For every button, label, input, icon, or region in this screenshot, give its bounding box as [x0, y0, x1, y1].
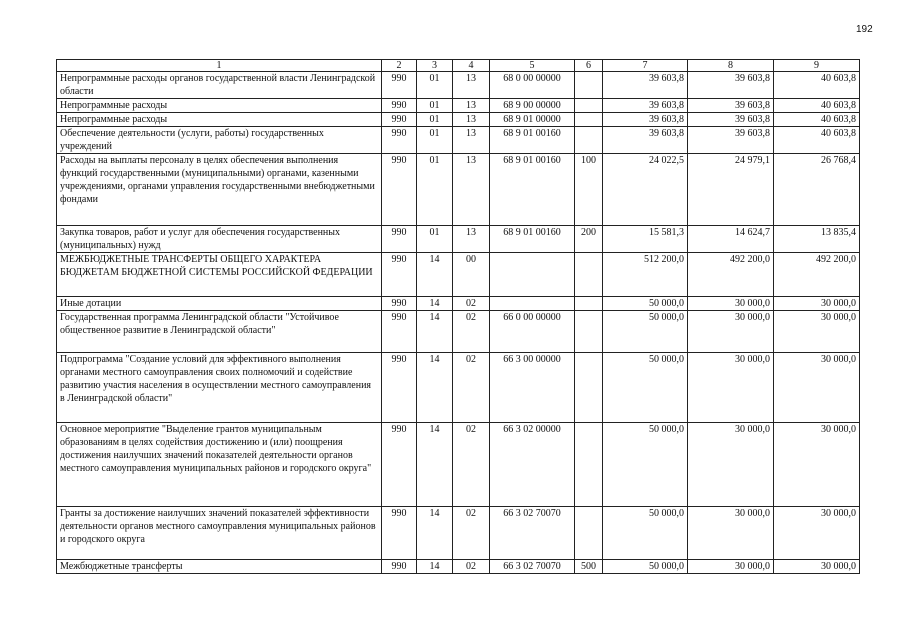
code-section: 14: [417, 423, 453, 507]
header-row: [57, 60, 860, 72]
amount-year1: 39 603,8: [603, 127, 688, 154]
amount-year2: 30 000,0: [688, 423, 774, 507]
code-expense-type: 100: [575, 154, 603, 226]
amount-year1: 50 000,0: [603, 311, 688, 353]
code-admin: 990: [382, 72, 417, 99]
code-subsection: 02: [453, 311, 490, 353]
amount-year1: 39 603,8: [603, 72, 688, 99]
code-expense-type: [575, 99, 603, 113]
code-subsection: 13: [453, 99, 490, 113]
amount-year2: 39 603,8: [688, 99, 774, 113]
code-subsection: 13: [453, 113, 490, 127]
code-expense-type: [575, 297, 603, 311]
table-row: [57, 113, 860, 127]
amount-year2: 14 624,7: [688, 226, 774, 253]
code-target: 68 9 00 00000: [490, 99, 575, 113]
col-header-7: 7: [603, 60, 688, 72]
code-subsection: 02: [453, 297, 490, 311]
item-name: Обеспечение деятельности (услуги, работы) государственных учреждений: [57, 127, 382, 154]
amount-year3: 40 603,8: [774, 99, 860, 113]
amount-year2: 39 603,8: [688, 113, 774, 127]
code-admin: 990: [382, 507, 417, 560]
code-section: 01: [417, 226, 453, 253]
table-row: [57, 311, 860, 353]
item-name: Расходы на выплаты персоналу в целях обеспечения выполнения функций государственными (муниципальными) органами, казенными учреждениями, органами управления государственными внебюджетными фондами: [57, 154, 382, 226]
code-section: 01: [417, 154, 453, 226]
code-admin: 990: [382, 154, 417, 226]
code-subsection: 02: [453, 507, 490, 560]
code-target: 68 9 01 00160: [490, 127, 575, 154]
amount-year1: 50 000,0: [603, 423, 688, 507]
code-subsection: 13: [453, 127, 490, 154]
code-section: 14: [417, 297, 453, 311]
code-admin: 990: [382, 99, 417, 113]
col-header-2: 2: [382, 60, 417, 72]
code-expense-type: [575, 72, 603, 99]
amount-year3: 492 200,0: [774, 253, 860, 297]
amount-year2: 30 000,0: [688, 507, 774, 560]
code-expense-type: [575, 127, 603, 154]
code-target: 66 3 02 00000: [490, 423, 575, 507]
item-name: Основное мероприятие "Выделение грантов муниципальным образованиям в целях содействия достижению и (или) поощрения достижения наилучших значений показателей деятельности органов местного самоуправления муниципальных районов и городского округа": [57, 423, 382, 507]
col-header-6: 6: [575, 60, 603, 72]
table-row: [57, 353, 860, 423]
page-number: 192: [856, 24, 873, 35]
item-name: Межбюджетные трансферты: [57, 560, 382, 574]
amount-year3: 40 603,8: [774, 127, 860, 154]
code-target: 66 3 00 00000: [490, 353, 575, 423]
col-header-8: 8: [688, 60, 774, 72]
amount-year1: 50 000,0: [603, 297, 688, 311]
code-section: 14: [417, 253, 453, 297]
amount-year3: 30 000,0: [774, 311, 860, 353]
amount-year1: 39 603,8: [603, 99, 688, 113]
amount-year3: 30 000,0: [774, 507, 860, 560]
code-section: 14: [417, 353, 453, 423]
col-header-5: 5: [490, 60, 575, 72]
table-row: [57, 560, 860, 574]
amount-year3: 13 835,4: [774, 226, 860, 253]
code-admin: 990: [382, 423, 417, 507]
budget-table: [56, 59, 860, 574]
amount-year3: 30 000,0: [774, 423, 860, 507]
col-header-3: 3: [417, 60, 453, 72]
code-subsection: 13: [453, 226, 490, 253]
code-target: [490, 253, 575, 297]
code-expense-type: 200: [575, 226, 603, 253]
code-expense-type: [575, 507, 603, 560]
code-target: 66 3 02 70070: [490, 507, 575, 560]
amount-year1: 24 022,5: [603, 154, 688, 226]
code-target: 68 9 01 00160: [490, 154, 575, 226]
amount-year3: 30 000,0: [774, 297, 860, 311]
code-admin: 990: [382, 311, 417, 353]
code-admin: 990: [382, 297, 417, 311]
table-row: [57, 154, 860, 226]
item-name: Иные дотации: [57, 297, 382, 311]
code-expense-type: [575, 311, 603, 353]
amount-year2: 30 000,0: [688, 297, 774, 311]
item-name: Непрограммные расходы: [57, 113, 382, 127]
table-row: [57, 507, 860, 560]
amount-year1: 50 000,0: [603, 353, 688, 423]
item-name: Непрограммные расходы органов государственной власти Ленинградской области: [57, 72, 382, 99]
table-row: [57, 99, 860, 113]
code-expense-type: [575, 253, 603, 297]
table-row: [57, 72, 860, 99]
code-expense-type: [575, 353, 603, 423]
amount-year2: 30 000,0: [688, 560, 774, 574]
code-target: 66 0 00 00000: [490, 311, 575, 353]
amount-year3: 30 000,0: [774, 353, 860, 423]
item-name: Непрограммные расходы: [57, 99, 382, 113]
code-target: [490, 297, 575, 311]
code-admin: 990: [382, 253, 417, 297]
code-admin: 990: [382, 226, 417, 253]
table-row: [57, 226, 860, 253]
amount-year3: 40 603,8: [774, 72, 860, 99]
amount-year2: 24 979,1: [688, 154, 774, 226]
code-target: 66 3 02 70070: [490, 560, 575, 574]
amount-year3: 30 000,0: [774, 560, 860, 574]
code-subsection: 00: [453, 253, 490, 297]
code-subsection: 02: [453, 423, 490, 507]
table-row: [57, 253, 860, 297]
item-name: Гранты за достижение наилучших значений показателей эффективности деятельности органов местного самоуправления муниципальных районов и городского округа: [57, 507, 382, 560]
code-expense-type: 500: [575, 560, 603, 574]
item-name: МЕЖБЮДЖЕТНЫЕ ТРАНСФЕРТЫ ОБЩЕГО ХАРАКТЕРА БЮДЖЕТАМ БЮДЖЕТНОЙ СИСТЕМЫ РОССИЙСКОЙ ФЕДЕРАЦИИ: [57, 253, 382, 297]
code-section: 01: [417, 127, 453, 154]
amount-year1: 39 603,8: [603, 113, 688, 127]
item-name: Подпрограмма "Создание условий для эффективного выполнения органами местного самоуправления своих полномочий и содействие развитию участия населения в осуществлении местного самоуправления в Ленинградской области": [57, 353, 382, 423]
code-section: 01: [417, 72, 453, 99]
code-section: 01: [417, 99, 453, 113]
amount-year1: 50 000,0: [603, 560, 688, 574]
code-subsection: 02: [453, 353, 490, 423]
col-header-1: 1: [57, 60, 382, 72]
code-target: 68 0 00 00000: [490, 72, 575, 99]
code-target: 68 9 01 00160: [490, 226, 575, 253]
table-row: [57, 297, 860, 311]
code-admin: 990: [382, 113, 417, 127]
amount-year1: 50 000,0: [603, 507, 688, 560]
code-target: 68 9 01 00000: [490, 113, 575, 127]
col-header-4: 4: [453, 60, 490, 72]
code-section: 01: [417, 113, 453, 127]
code-section: 14: [417, 311, 453, 353]
amount-year3: 40 603,8: [774, 113, 860, 127]
item-name: Государственная программа Ленинградской области "Устойчивое общественное развитие в Ленинградской области": [57, 311, 382, 353]
amount-year2: 30 000,0: [688, 353, 774, 423]
code-subsection: 02: [453, 560, 490, 574]
code-subsection: 13: [453, 154, 490, 226]
amount-year2: 39 603,8: [688, 72, 774, 99]
code-expense-type: [575, 423, 603, 507]
item-name: Закупка товаров, работ и услуг для обеспечения государственных (муниципальных) нужд: [57, 226, 382, 253]
amount-year1: 15 581,3: [603, 226, 688, 253]
amount-year3: 26 768,4: [774, 154, 860, 226]
code-admin: 990: [382, 127, 417, 154]
amount-year2: 30 000,0: [688, 311, 774, 353]
code-admin: 990: [382, 560, 417, 574]
code-section: 14: [417, 560, 453, 574]
amount-year1: 512 200,0: [603, 253, 688, 297]
col-header-9: 9: [774, 60, 860, 72]
table-row: [57, 423, 860, 507]
code-admin: 990: [382, 353, 417, 423]
code-subsection: 13: [453, 72, 490, 99]
table-row: [57, 127, 860, 154]
amount-year2: 39 603,8: [688, 127, 774, 154]
code-section: 14: [417, 507, 453, 560]
code-expense-type: [575, 113, 603, 127]
amount-year2: 492 200,0: [688, 253, 774, 297]
